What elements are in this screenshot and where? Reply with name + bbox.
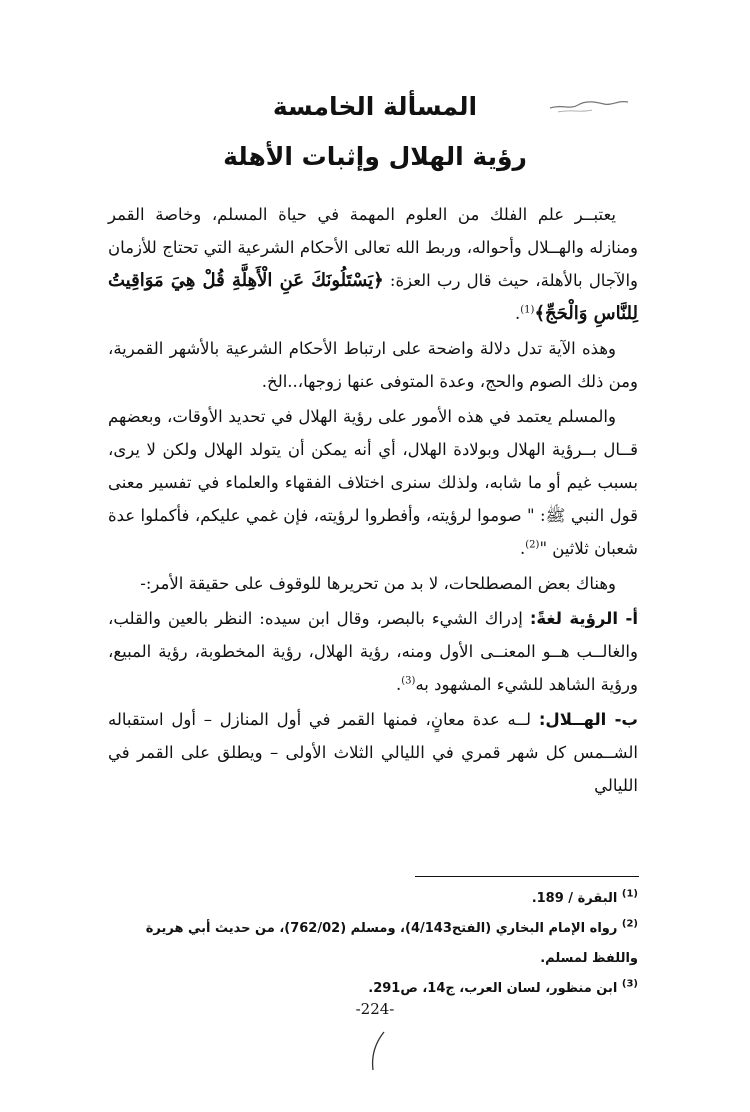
main-text [108,198,638,804]
footnote-divider [415,876,639,877]
footnote-ref-3: (3) [401,675,416,687]
page-number: -224- [355,1000,395,1018]
paragraph-5: أ- الرؤية لغةً: إدراك الشيء بالبصر، وقال ابن سيده: النظر بالعين والقلب، والغالــب هــو المعنــى الأول ومنه، رؤية الهلال، رؤية المخطوبة، رؤية المبيع، ورؤية الشاهد للشيء المشهود به$^{(3)}$. [108,609,638,694]
term-hilal: ب- الهــلال: [538,710,638,729]
footnotes [98,884,638,1004]
chapter-title: المسألة الخامسة [272,92,478,121]
footnote-3-text: ابن منظور، لسان العرب، ج14، ص291. [368,981,622,996]
footnote-2-text: رواه الإمام البخاري (الفتح4/143)، ومسلم (762/02)، من حديث أبي هريرة واللفظ لمسلم. [145,921,638,966]
footnote-ref-2: (2) [525,539,540,551]
footnote-1-text: البقرة / 189. [531,891,622,906]
paragraph-1: يعتبــر علم الفلك من العلوم المهمة في حياة المسلم، وخاصة القمر ومنازله والهــلال وأحواله، وربط الله تعالى الأحكام الشرعية التي تحتاج للأزمان والآجال بالأهلة، حيث قال رب العزة: ﴿يَسْتَلُونَكَ عَنِ الْأَهِلَّةِ قُلْ هِيَ مَوَاقِيتُ لِلنَّاسِ وَالْحَجِّ﴾$^{(1)}$. [108,205,638,324]
chapter-subtitle: رؤية الهلال وإثبات الأهلة [223,142,527,171]
paragraph-6 [108,703,638,802]
paragraph-5-text: إدراك الشيء بالبصر، وقال ابن سيده: النظر بالعين والقلب، والغالــب هــو المعنــى الأول ومنه، رؤية الهلال، رؤية المخطوبة، رؤية المبيع، ورؤية الشاهد للشيء المشهود به [108,609,638,694]
paragraph-1-text: يعتبــر علم الفلك من العلوم المهمة في حياة المسلم، وخاصة القمر ومنازله والهــلال وأحواله، وربط الله تعالى الأحكام الشرعية التي تحتاج للأزمان والآجال بالأهلة، حيث قال رب العزة: [108,205,638,290]
paragraph-6-text: لــه عدة معانٍ، فمنها القمر في أول المنازل – أول استقباله الشــمس كل شهر قمري في الليالي الثلاث الأولى – ويطلق على القمر في الليالي [108,710,638,795]
term-ruya: أ- الرؤية لغةً: [529,609,638,628]
quran-verse: ﴿يَسْتَلُونَكَ عَنِ الْأَهِلَّةِ قُلْ هِيَ مَوَاقِيتُ لِلنَّاسِ وَالْحَجِّ﴾ [108,270,638,324]
paragraph-3: والمسلم يعتمد في هذه الأمور على رؤية الهلال في تحديد الأوقات، وبعضهم قــال بــرؤية الهلال وبولادة الهلال، أي أنه يمكن أن يتولد الهلال ولكن لا يرى، بسبب غيم أو ما شابه، ولذلك سنرى اختلاف الفقهاء والعلماء في تفسير معنى قول النبي ﷺ: " صوموا لرؤيته، وأفطروا لرؤيته، فإن غمي عليكم، فأكملوا عدة شعبان ثلاثين "$^{(2)}$. [108,407,638,558]
footnote-ref-1: (1) [520,304,535,316]
paragraph-3-text: والمسلم يعتمد في هذه الأمور على رؤية الهلال في تحديد الأوقات، وبعضهم قــال بــرؤية الهلال وبولادة الهلال، أي أنه يمكن أن يتولد الهلال ولكن لا يرى، بسبب غيم أو ما شابه، ولذلك سنرى اختلاف الفقهاء والعلماء في تفسير معنى قول النبي ﷺ: " صوموا لرؤيته، وأفطروا لرؤيته، فإن غمي عليكم، فأكملوا عدة شعبان ثلاثين " [108,407,638,558]
footnote-1 [98,884,638,914]
pen-mark [368,1030,388,1074]
paragraph-2: وهذه الآية تدل دلالة واضحة على ارتباط الأحكام الشرعية بالأشهر القمرية، ومن ذلك الصوم والحج، وعدة المتوفى عنها زوجها،..الخ. [108,339,638,391]
paragraph-4: وهناك بعض المصطلحات، لا بد من تحريرها للوقوف على حقيقة الأمر:- [140,574,616,593]
footnote-2 [98,914,638,974]
footnote-2-num: (2) [621,918,638,930]
footnote-1-num: (1) [621,888,638,900]
footnote-3-num: (3) [621,978,638,990]
